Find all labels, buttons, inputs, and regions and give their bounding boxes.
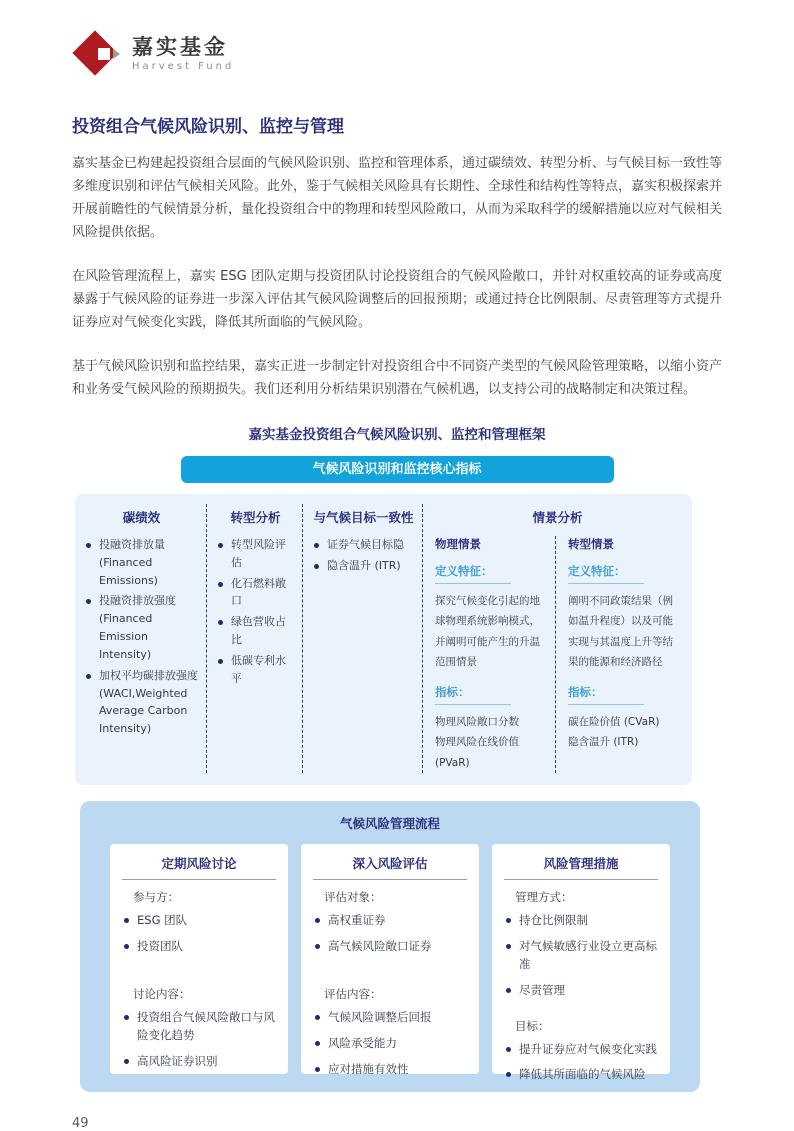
harvest-fund-logo xyxy=(72,0,722,78)
subcolumn-title: 物理情景 xyxy=(435,537,481,551)
group-label: 管理方式： xyxy=(515,890,573,905)
list-item: 尽责管理 xyxy=(505,982,660,1000)
metric-item: 隐含温升 (ITR) xyxy=(568,736,639,749)
logo-name-cn: 嘉实基金 xyxy=(132,34,228,59)
list-item: 应对措施有效性 xyxy=(314,1061,469,1079)
transition-scenario xyxy=(556,536,692,773)
list-item: 低碳专利水平 xyxy=(217,652,294,688)
paragraph-3: 基于气候风险识别和监控结果，嘉实正进一步制定针对投资组合中不同资产类型的气候风险管理策略，以缩小资产和业务受气候风险的预期损失。我们还利用分析结果识别潜在气候机遇，以支持公司的战略制定和决策过程。 xyxy=(72,359,723,397)
indicator-panel xyxy=(75,494,692,785)
column-header: 碳绩效 xyxy=(122,510,161,525)
page-title: 投资组合气候风险识别、监控与管理 xyxy=(72,117,344,137)
scenario-subcolumns xyxy=(423,536,692,773)
column-header: 情景分析 xyxy=(532,510,583,525)
indicator-list xyxy=(313,536,414,575)
list-item: 投资组合气候风险敞口与风险变化趋势 xyxy=(123,1009,278,1045)
indicator-list xyxy=(85,536,198,738)
definition-text: 阐明不同政策结果（例如温升程度）以及可能实现与其温度上升等结果的能源和经济路径 xyxy=(568,595,673,669)
group-label: 评估内容： xyxy=(324,986,382,1001)
list-item: 气候风险调整后回报 xyxy=(314,1009,469,1027)
column-climate-target-alignment xyxy=(303,504,423,773)
list-item: 化石燃料敞口 xyxy=(217,575,294,611)
definition-label: 定义特征： xyxy=(435,563,511,584)
metrics-label: 指标： xyxy=(568,684,644,705)
card-list xyxy=(314,912,469,956)
list-item: 证券气候目标隐 xyxy=(313,536,414,554)
group-label: 参与方： xyxy=(133,890,179,905)
definition-text: 探究气候变化引起的地球物理系统影响模式，并阐明可能产生的升温范围情景 xyxy=(435,595,540,669)
spacer xyxy=(502,1008,660,1018)
column-header: 与气候目标一致性 xyxy=(313,510,414,525)
indicator-list xyxy=(217,536,294,688)
list-item: 降低其所面临的气候风险 xyxy=(505,1066,660,1084)
harvest-fund-diamond-icon xyxy=(72,30,120,78)
card-title: 深入风险评估 xyxy=(352,856,428,872)
card-list xyxy=(314,1009,469,1078)
divider xyxy=(504,879,658,880)
group-label: 讨论内容： xyxy=(133,986,191,1001)
metric-item: 物理风险在线价值 (PVaR) xyxy=(435,736,519,769)
card-title: 风险管理措施 xyxy=(543,856,619,872)
card-list xyxy=(123,1009,278,1070)
arrow-right-icon xyxy=(113,49,120,59)
list-item: 持仓比例限制 xyxy=(505,912,660,930)
divider xyxy=(122,879,276,880)
column-carbon-performance xyxy=(75,504,207,773)
metric-item: 物理风险敞口分数 xyxy=(435,715,519,728)
group-label: 评估对象： xyxy=(324,890,382,905)
list-item: 对气候敏感行业设立更高标准 xyxy=(505,938,660,974)
list-item: 绿色营收占比 xyxy=(217,613,294,649)
card-risk-management-measures xyxy=(492,844,670,1082)
card-list xyxy=(123,912,278,956)
group-label: 目标： xyxy=(515,1018,550,1033)
list-item: 转型风险评估 xyxy=(217,536,294,572)
list-item: 高权重证券 xyxy=(314,912,469,930)
list-item: 投融资排放量 (Financed Emissions) xyxy=(85,536,198,589)
column-header: 转型分析 xyxy=(230,510,281,525)
framework-banner: 气候风险识别和监控核心指标 xyxy=(181,456,614,483)
definition-label: 定义特征： xyxy=(568,563,644,584)
card-in-depth-risk-assessment xyxy=(301,844,479,1074)
list-item: 风险承受能力 xyxy=(314,1035,469,1053)
page-number: 49 xyxy=(72,1116,89,1131)
divider xyxy=(313,879,467,880)
column-transition-analysis xyxy=(207,504,303,773)
paragraph-2: 在风险管理流程上，嘉实 ESG 团队定期与投资团队讨论投资组合的气候风险敞口，并针对权重较高的证券或高度暴露于气候风险的证券进一步深入评估其气候风险调整后的回报预期；或通过持仓比例限制、尽责管理等方式提升证券应对气候变化实践，降低其所面临的气候风险。 xyxy=(72,269,723,330)
spacer xyxy=(311,964,469,986)
list-item: 隐含温升 (ITR) xyxy=(313,557,414,575)
list-item: ESG 团队 xyxy=(123,912,278,930)
framework-title: 嘉实基金投资组合气候风险识别、监控和管理框架 xyxy=(248,427,546,443)
list-item: 加权平均碳排放强度 (WACI,Weighted Average Carbon Intensity) xyxy=(85,667,198,738)
card-title: 定期风险讨论 xyxy=(161,856,237,872)
list-item: 提升证券应对气候变化实践 xyxy=(505,1041,660,1059)
risk-management-process-panel xyxy=(80,801,700,1092)
column-scenario-analysis xyxy=(423,504,692,773)
card-regular-risk-discussion xyxy=(110,844,288,1074)
card-list xyxy=(505,912,660,999)
process-cards xyxy=(110,844,670,1082)
card-list xyxy=(505,1041,660,1085)
physical-scenario xyxy=(423,536,556,773)
list-item: 投资团队 xyxy=(123,938,278,956)
logo-text xyxy=(132,36,234,72)
red-diamond-shape xyxy=(72,30,117,75)
list-item: 高风险证券识别 xyxy=(123,1053,278,1071)
subcolumn-title: 转型情景 xyxy=(568,537,614,551)
metrics-label: 指标： xyxy=(435,684,511,705)
diamond-notch xyxy=(98,48,110,60)
logo-name-en: Harvest Fund xyxy=(132,61,235,73)
list-item: 高气候风险敞口证券 xyxy=(314,938,469,956)
list-item: 投融资排放强度 (Financed Emission Intensity) xyxy=(85,592,198,663)
spacer xyxy=(120,964,278,986)
metric-item: 碳在险价值 (CVaR) xyxy=(568,715,660,728)
process-title: 气候风险管理流程 xyxy=(339,816,440,832)
paragraph-1: 嘉实基金已构建起投资组合层面的气候风险识别、监控和管理体系，通过碳绩效、转型分析、与气候目标一致性等多维度识别和评估气候相关风险。此外，鉴于气候相关风险具有长期性、全球性和结构性等特点，嘉实积极探索并开展前瞻性的气候情景分析，量化投资组合中的物理和转型风险敞口，从而为采取科学的缓解措施以应对气候相关风险提供依据。 xyxy=(72,156,723,240)
